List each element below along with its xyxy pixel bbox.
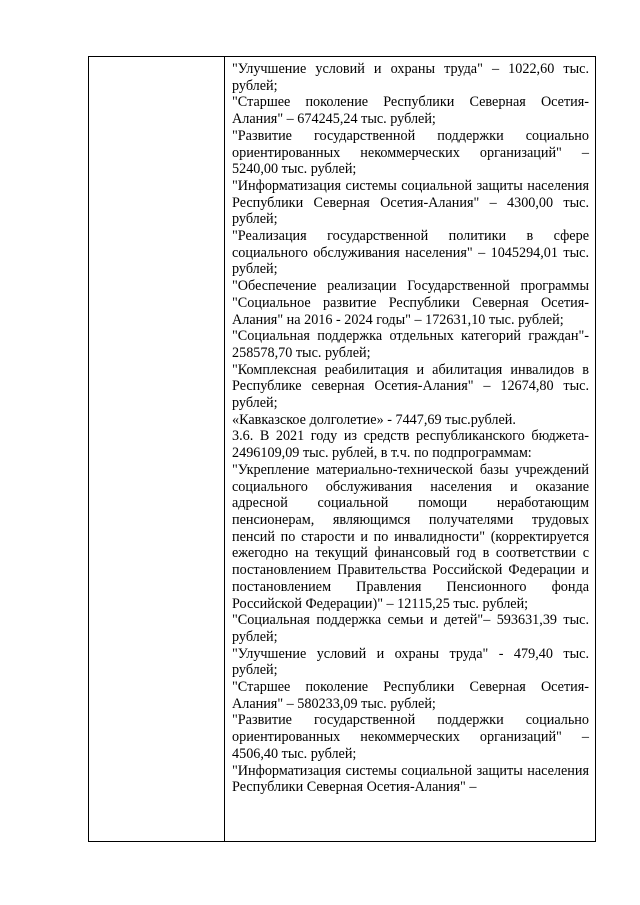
funding-item-nko-2020: "Развитие государственной поддержки социально ориентированных некоммерческих организаций" – 5240,00 тыс. рублей; bbox=[232, 127, 589, 178]
funding-item-labor-2021: "Улучшение условий и охраны труда" - 479,40 тыс. рублей; bbox=[232, 645, 589, 679]
funding-item-infrastructure-2021: "Укрепление материально-технической базы учреждений социального обслуживания населения и оказание адресной социальной помощи неработающим пенсионерам, являющимся получателями трудовых пенсий по старости и по инвалидности" (корректируется ежегодно на текущий финансовый год в соответствии с постановлением Правительства Российской Федерации и постановлением Правления Пенсионного фонда Российской Федерации)" – 12115,25 тыс. рублей; bbox=[232, 461, 589, 612]
funding-item-elderly-2021: "Старшее поколение Республики Северная Осетия-Алания" – 580233,09 тыс. рублей; bbox=[232, 679, 589, 712]
table-right-cell bbox=[226, 57, 595, 841]
funding-item-elderly-2020: "Старшее поколение Республики Северная Осетия-Алания" – 674245,24 тыс. рублей; bbox=[232, 94, 589, 128]
funding-item-program-support-2020: "Обеспечение реализации Государственной программы "Социальное развитие Республики Северная Осетия-Алания" на 2016 - 2024 годы" – 172631,10 тыс. рублей; bbox=[232, 278, 589, 328]
section-heading-2021: 3.6. В 2021 году из средств республиканского бюджета- 2496109,09 тыс. рублей, в т.ч. по подпрограммам: bbox=[232, 428, 589, 462]
funding-item-nko-2021: "Развитие государственной поддержки социально ориентированных некоммерческих организаций" – 4506,40 тыс. рублей; bbox=[232, 712, 589, 762]
funding-item-informatization-2020: "Информатизация системы социальной защиты населения Республики Северная Осетия-Алания" – 4300,00 тыс. рублей; bbox=[232, 177, 589, 228]
funding-item-labor-2020: "Улучшение условий и охраны труда" – 1022,60 тыс. рублей; bbox=[232, 61, 589, 94]
document-table bbox=[88, 56, 596, 842]
funding-item-citizen-support-2020: "Социальная поддержка отдельных категорий граждан"- 258578,70 тыс. рублей; bbox=[232, 328, 589, 361]
funding-item-social-service-2020: "Реализация государственной политики в сфере социального обслуживания населения" – 1045294,01 тыс. рублей; bbox=[232, 228, 589, 278]
funding-item-longevity-2020: «Кавказское долголетие» - 7447,69 тыс.рублей. bbox=[232, 411, 516, 428]
funding-item-family-2021: "Социальная поддержка семьи и детей"– 593631,39 тыс. рублей; bbox=[232, 612, 589, 645]
funding-item-rehabilitation-2020: "Комплексная реабилитация и абилитация инвалидов в Республике северная Осетия-Алания" – 12674,80 тыс. рублей; bbox=[232, 361, 589, 412]
table-left-cell bbox=[89, 57, 225, 841]
funding-item-informatization-2021: "Информатизация системы социальной защиты населения Республики Северная Осетия-Алания" – bbox=[232, 762, 589, 796]
